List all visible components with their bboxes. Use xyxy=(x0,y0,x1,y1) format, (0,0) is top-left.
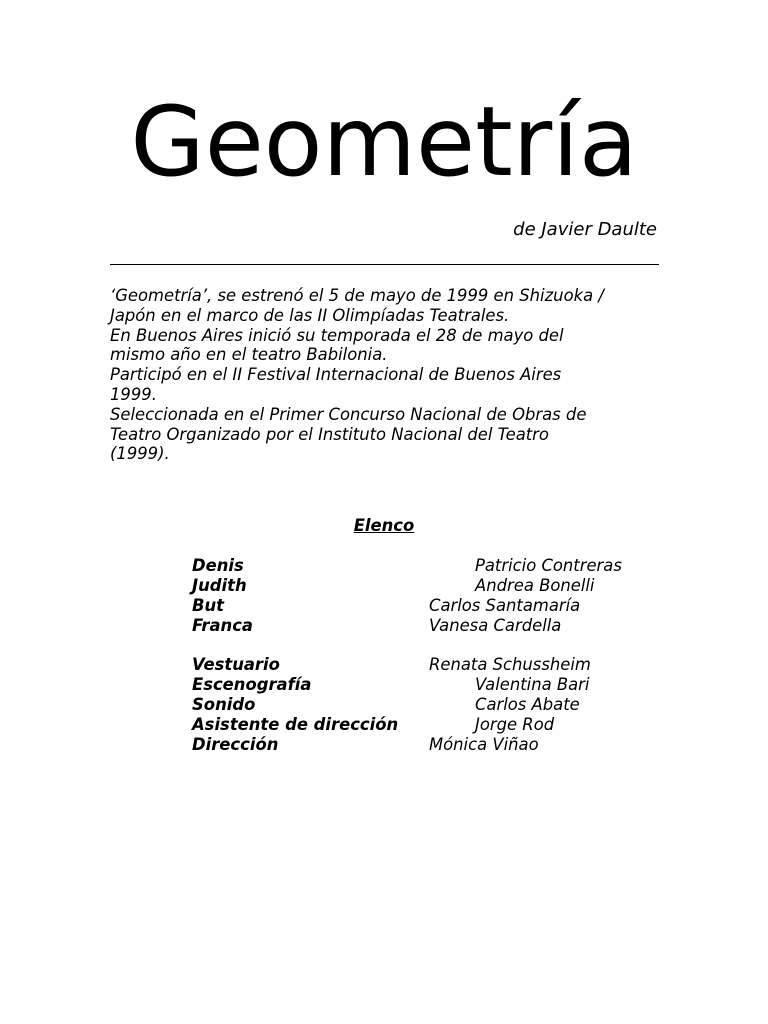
credit-person: Renata Schussheim xyxy=(429,655,591,674)
author-byline: de Javier Daulte xyxy=(513,219,657,240)
credit-row xyxy=(0,596,768,616)
credit-role: Judith xyxy=(192,576,247,595)
credit-row xyxy=(0,715,768,735)
intro-line: Teatro Organizado por el Instituto Nacional del Teatro xyxy=(110,424,549,444)
credit-person: Valentina Bari xyxy=(475,675,590,694)
credit-role: Sonido xyxy=(192,695,256,714)
credit-person: Vanesa Cardella xyxy=(429,616,562,635)
credit-role: Franca xyxy=(192,616,253,635)
credit-role: But xyxy=(192,596,224,615)
credit-role: Denis xyxy=(192,556,244,575)
cast-heading: Elenco xyxy=(353,516,415,535)
intro-line: Japón en el marco de las II Olimpíadas Teatrales. xyxy=(110,305,510,325)
credit-row xyxy=(0,576,768,596)
credit-row xyxy=(0,735,768,755)
horizontal-divider xyxy=(110,264,659,265)
credit-role: Dirección xyxy=(192,735,279,754)
credit-role: Escenografía xyxy=(192,675,312,694)
credit-role: Asistente de dirección xyxy=(192,715,399,734)
intro-paragraph xyxy=(110,286,662,464)
intro-line: 1999. xyxy=(110,384,157,404)
intro-line: (1999). xyxy=(110,444,170,464)
credit-person: Jorge Rod xyxy=(475,715,555,734)
credit-person: Patricio Contreras xyxy=(475,556,622,575)
credit-role: Vestuario xyxy=(192,655,280,674)
credit-person: Andrea Bonelli xyxy=(475,576,595,595)
document-title: Geometría xyxy=(130,86,638,198)
intro-line: Seleccionada en el Primer Concurso Nacional de Obras de xyxy=(110,404,587,424)
credit-row xyxy=(0,556,768,576)
intro-line: Participó en el II Festival Internacional de Buenos Aires xyxy=(110,365,562,385)
credit-row xyxy=(0,616,768,636)
intro-line: mismo año en el teatro Babilonia. xyxy=(110,345,388,365)
credit-person: Carlos Santamaría xyxy=(429,596,581,615)
credit-row xyxy=(0,695,768,715)
credit-row xyxy=(0,655,768,675)
credit-row xyxy=(0,675,768,695)
intro-line: ‘Geometría’, se estrenó el 5 de mayo de 1999 en Shizuoka / xyxy=(110,286,604,305)
credit-person: Carlos Abate xyxy=(475,695,580,714)
intro-line: En Buenos Aires inició su temporada el 28 de mayo del xyxy=(110,325,564,345)
credit-person: Mónica Viñao xyxy=(429,735,539,754)
